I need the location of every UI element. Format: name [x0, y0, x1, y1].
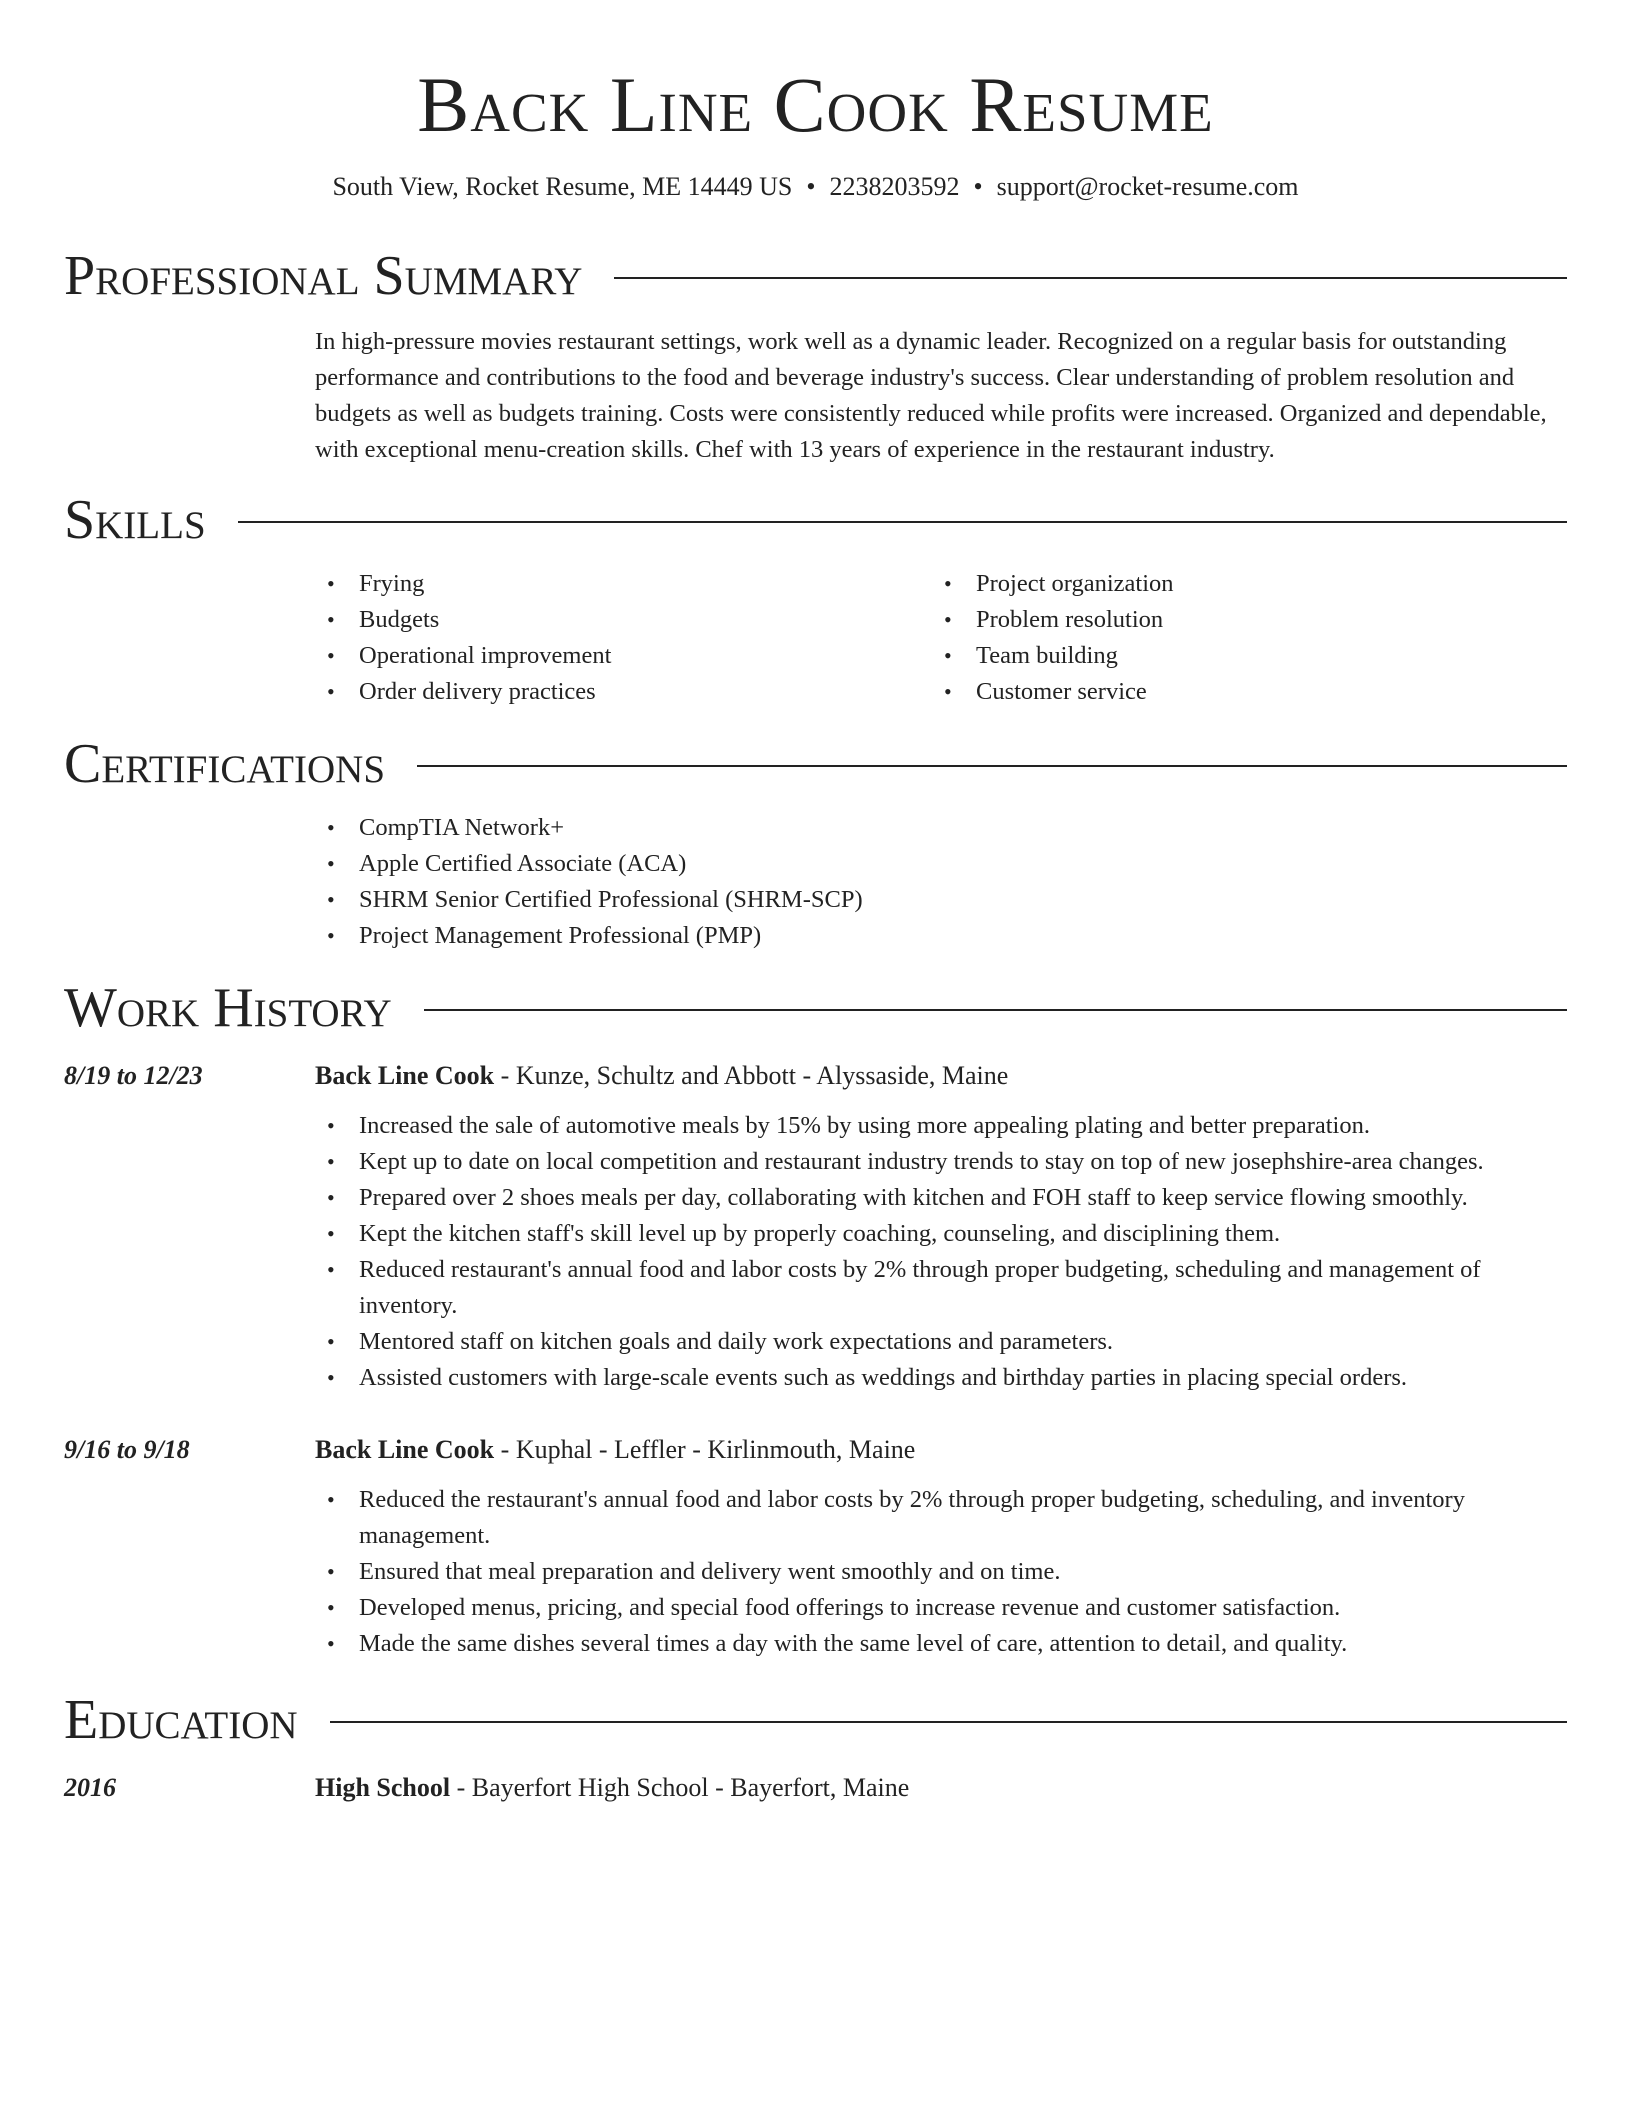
skills-row	[64, 566, 1567, 710]
skills-section-header	[64, 488, 1567, 552]
job-entry	[64, 1432, 1567, 1662]
certification-item: • CompTIA Network+	[315, 810, 1567, 846]
job-bullet: • Developed menus, pricing, and special food offerings to increase revenue and customer satisfaction.	[315, 1590, 1567, 1626]
job-heading	[315, 1058, 1567, 1094]
job-bullet: • Kept the kitchen staff's skill level up by properly coaching, counseling, and disciplining them.	[315, 1216, 1567, 1252]
skill-item: • Project organization	[932, 566, 1549, 602]
job-body	[315, 1058, 1567, 1396]
skill-item: • Operational improvement	[315, 638, 932, 674]
contact-separator: •	[973, 172, 983, 201]
job-heading	[315, 1432, 1567, 1468]
job-bullet: • Assisted customers with large-scale events such as weddings and birthday parties in placing special orders.	[315, 1360, 1567, 1396]
summary-left-spacer	[64, 324, 315, 468]
job-bullets	[315, 1482, 1567, 1662]
job-bullet: • Reduced restaurant's annual food and labor costs by 2% through proper budgeting, scheduling and management of inventory.	[315, 1252, 1567, 1324]
work-section-header	[64, 976, 1567, 1040]
education-heading	[315, 1770, 1567, 1806]
skills-list-right	[932, 566, 1549, 710]
summary-row	[64, 324, 1567, 468]
section-title-skills: Skills	[64, 489, 206, 551]
contact-phone: 2238203592	[829, 172, 960, 201]
contact-email: support@rocket-resume.com	[996, 172, 1299, 201]
education-year: 2016	[64, 1773, 116, 1802]
section-divider	[330, 1721, 1567, 1723]
skill-item: • Order delivery practices	[315, 674, 932, 710]
job-employer: - Kuphal - Leffler - Kirlinmouth, Maine	[494, 1435, 916, 1464]
job-dates: 9/16 to 9/18	[64, 1435, 190, 1464]
job-employer: - Kunze, Schultz and Abbott - Alyssaside, Maine	[494, 1061, 1009, 1090]
contact-line	[64, 170, 1567, 204]
certification-item: • Project Management Professional (PMP)	[315, 918, 1567, 954]
summary-section-header	[64, 244, 1567, 308]
education-section-header	[64, 1688, 1567, 1752]
section-title-summary: Professional Summary	[64, 245, 583, 307]
resume-page	[64, 0, 1567, 1806]
job-bullet: • Made the same dishes several times a day with the same level of care, attention to detail, and quality.	[315, 1626, 1567, 1662]
education-school: - Bayerfort High School - Bayerfort, Maine	[450, 1773, 910, 1802]
certifications-column	[315, 810, 1567, 954]
section-title-certifications: Certifications	[64, 733, 386, 795]
job-bullet: • Mentored staff on kitchen goals and daily work expectations and parameters.	[315, 1324, 1567, 1360]
skills-left-spacer	[64, 566, 315, 710]
skill-item: • Frying	[315, 566, 932, 602]
section-divider	[238, 521, 1567, 523]
education-body	[315, 1770, 1567, 1806]
certifications-list	[315, 810, 1567, 954]
job-role: Back Line Cook	[315, 1061, 495, 1090]
job-role: Back Line Cook	[315, 1435, 495, 1464]
skills-columns	[315, 566, 1567, 710]
section-divider	[424, 1009, 1567, 1011]
section-divider	[614, 277, 1567, 279]
contact-separator: •	[806, 172, 816, 201]
skills-list-left	[315, 566, 932, 710]
skill-item: • Team building	[932, 638, 1549, 674]
resume-title: Back Line Cook Resume	[417, 61, 1214, 148]
skill-item: • Problem resolution	[932, 602, 1549, 638]
certification-item: • SHRM Senior Certified Professional (SHRM-SCP)	[315, 882, 1567, 918]
certifications-row	[64, 810, 1567, 954]
certification-item: • Apple Certified Associate (ACA)	[315, 846, 1567, 882]
job-entry	[64, 1058, 1567, 1396]
section-title-work-history: Work History	[64, 977, 392, 1039]
job-bullet: • Reduced the restaurant's annual food and labor costs by 2% through proper budgeting, scheduling, and inventory management.	[315, 1482, 1567, 1554]
education-entry	[64, 1770, 1567, 1806]
summary-text: In high-pressure movies restaurant settings, work well as a dynamic leader. Recognized on a regular basis for outstanding performance and contributions to the food and beverage industry's success. Clear understanding of problem resolution and budgets as well as budgets training. Costs were consistently reduced while profits were increased. Organized and dependable, with exceptional menu-creation skills. Chef with 13 years of experience in the restaurant industry.	[315, 328, 1547, 463]
job-bullet: • Ensured that meal preparation and delivery went smoothly and on time.	[315, 1554, 1567, 1590]
job-bullet: • Kept up to date on local competition and restaurant industry trends to stay on top of new josephshire-area changes.	[315, 1144, 1567, 1180]
certifications-left-spacer	[64, 810, 315, 954]
job-bullets	[315, 1108, 1567, 1396]
job-bullet: • Prepared over 2 shoes meals per day, collaborating with kitchen and FOH staff to keep service flowing smoothly.	[315, 1180, 1567, 1216]
skill-item: • Budgets	[315, 602, 932, 638]
job-dates: 8/19 to 12/23	[64, 1061, 203, 1090]
certifications-section-header	[64, 732, 1567, 796]
skill-item: • Customer service	[932, 674, 1549, 710]
job-bullet: • Increased the sale of automotive meals by 15% by using more appealing plating and better preparation.	[315, 1108, 1567, 1144]
job-body	[315, 1432, 1567, 1662]
contact-address: South View, Rocket Resume, ME 14449 US	[332, 172, 793, 201]
section-title-education: Education	[64, 1689, 298, 1751]
section-divider	[417, 765, 1567, 767]
education-degree: High School	[315, 1773, 451, 1802]
